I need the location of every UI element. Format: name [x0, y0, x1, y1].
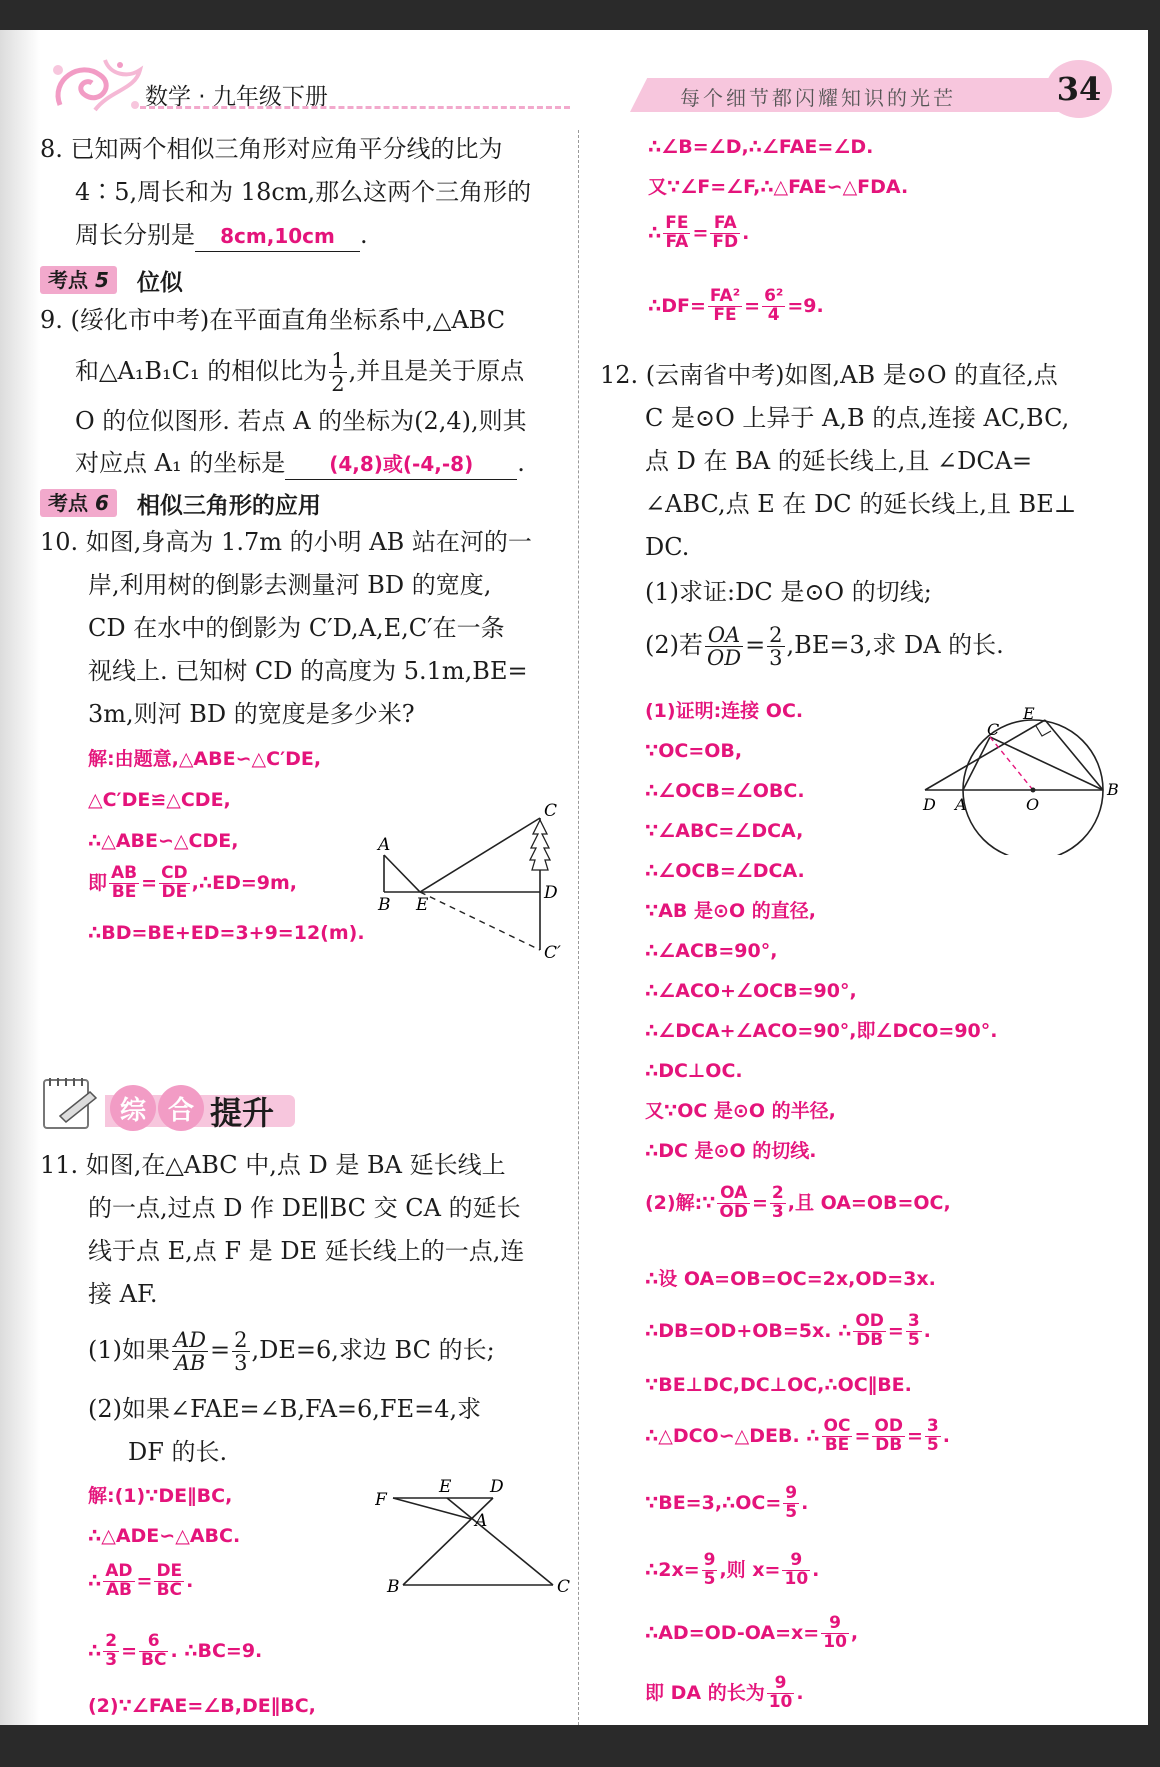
q12-part1: (1)求证:DC 是⊙O 的切线;: [645, 578, 932, 606]
kd6-heading: [40, 488, 321, 518]
q12-s9: ∴AD=OD-OA=x= $\frac{9}{10}$ ,: [645, 1613, 859, 1652]
q8-line2: 4∶5,周长和为 18cm,那么这两个三角形的: [75, 178, 532, 206]
q12-sol-11: 又∵OC 是⊙O 的半径,: [645, 1100, 836, 1122]
q11-cont-l3: ∴ $\frac{FE}{FA}$ = $\frac{FA}{FD}$ .: [648, 213, 750, 252]
q12-line3: 点 D 在 BA 的延长线上,且 ∠DCA=: [645, 447, 1033, 475]
q11-figure: [375, 1450, 570, 1600]
q11-cont-l2: 又∵∠F=∠F,∴△FAE∽△FDA.: [648, 176, 909, 198]
q12-figure: [915, 695, 1130, 855]
q10-sol4: 即 $\frac{AB}{BE}$ = $\frac{CD}{DE}$ ,∴ED=9m,: [88, 863, 298, 902]
q12-line5: DC.: [645, 533, 690, 561]
q12-s4: ∴DB=OD+OB=5x. ∴ $\frac{OD}{DB}$ = $\frac{3}{5}$ .: [645, 1311, 931, 1350]
q11-part1: (1)如果 $\frac{AD}{AB}$ = $\frac{2}{3}$ ,DE=6,求边 BC 的长;: [88, 1327, 495, 1375]
section-char-1: 综: [110, 1085, 156, 1131]
q12-s2: (2)解:∵ $\frac{OA}{OD}$ = $\frac{2}{3}$ ,且 OA=OB=OC,: [645, 1183, 951, 1222]
q10-sol5: ∴BD=BE+ED=3+9=12(m).: [88, 922, 365, 944]
kd5-badge: 考点 5: [40, 266, 117, 294]
q10-sol3: ∴△ABE∽△CDE,: [88, 830, 239, 852]
textbook-page: [0, 30, 1148, 1725]
q12-sol-3: ∴∠OCB=∠OBC.: [645, 780, 805, 802]
q11-fig-A: A: [475, 1511, 488, 1531]
q12-sol-5: ∴∠OCB=∠DCA.: [645, 860, 805, 882]
q12-sol-2: ∵OC=OB,: [645, 740, 743, 762]
q11-part2-line1: (2)如果∠FAE=∠B,FA=6,FE=4,求: [88, 1395, 482, 1423]
q12-s7: ∵BE=3,∴OC= $\frac{9}{5}$ .: [645, 1483, 809, 1522]
q10-fig-E: E: [416, 895, 429, 915]
q10-line3: CD 在水中的倒影为 C′D,A,E,C′在一条: [88, 614, 505, 642]
q12-sol-4: ∵∠ABC=∠DCA,: [645, 820, 804, 842]
q10-sol1: 解:由题意,△ABE∽△C′DE,: [88, 748, 322, 770]
q12-sol-1: (1)证明:连接 OC.: [645, 700, 804, 722]
q12-line4: ∠ABC,点 E 在 DC 的延长线上,且 BE⊥: [645, 490, 1077, 518]
q11-sol3: ∴ $\frac{AD}{AB}$ = $\frac{DE}{BC}$ .: [88, 1561, 194, 1600]
q12-sol-7: ∴∠ACB=90°,: [645, 940, 778, 962]
q10-fig-D: D: [544, 883, 558, 903]
q11-fig-C: C: [557, 1577, 570, 1597]
q12-sol-6: ∵AB 是⊙O 的直径,: [645, 900, 816, 922]
q10-sol2: △C′DE≌△CDE,: [88, 789, 231, 811]
q11-sol1: 解:(1)∵DE∥BC,: [88, 1485, 233, 1507]
floral-ornament-icon: [40, 50, 150, 120]
kd6-title: 相似三角形的应用: [136, 492, 321, 519]
q11-line1: 11. 如图,在△ABC 中,点 D 是 BA 延长线上: [40, 1151, 506, 1179]
q10-line5: 3m,则河 BD 的宽度是多少米?: [88, 700, 415, 728]
q8-line1: 8. 已知两个相似三角形对应角平分线的比为: [40, 135, 503, 163]
q12-s8: ∴2x= $\frac{9}{5}$ ,则 x= $\frac{9}{10}$ .: [645, 1550, 820, 1589]
q12-fig-B: B: [1107, 780, 1119, 799]
q10-line1: 10. 如图,身高为 1.7m 的小明 AB 站在河的一: [40, 528, 532, 556]
header-dashed-line: [140, 106, 570, 109]
q9-line1: 9. (绥化市中考)在平面直角坐标系中,△ABC: [40, 306, 506, 334]
q12-s6: ∴△DCO∽△DEB. ∴ $\frac{OC}{BE}$ = $\frac{OD}{DB}$ = $\frac{3}{5}$ .: [645, 1416, 950, 1455]
q9-answer: (4,8)或(-4,-8): [285, 449, 517, 480]
q8-line3: 周长分别是 8cm,10cm .: [75, 220, 368, 252]
q12-sol-10: ∴DC⊥OC.: [645, 1060, 743, 1082]
kd5-heading: [40, 265, 183, 295]
q10-figure: [370, 800, 570, 970]
notebook-pencil-icon: [40, 1072, 100, 1132]
q12-fig-O: O: [1026, 795, 1040, 814]
q10-fig-C: C: [544, 801, 558, 821]
kd5-title: 位似: [136, 269, 183, 296]
q12-line1: 12. (云南省中考)如图,AB 是⊙O 的直径,点: [600, 361, 1058, 389]
q11-cont-l4: ∴DF= $\frac{\text{FA²}}{FE}$ = $\frac{\text{6²}}{4}$ =9.: [648, 286, 824, 325]
q9-line4: 对应点 A₁ 的坐标是 (4,8)或(-4,-8) .: [75, 448, 525, 480]
q12-sol-8: ∴∠ACO+∠OCB=90°,: [645, 980, 857, 1002]
q10-fig-C2: C′: [544, 943, 561, 963]
book-title: 数学 · 九年级下册: [145, 84, 328, 110]
q12-sol-12: ∴DC 是⊙O 的切线.: [645, 1140, 817, 1162]
q11-line2: 的一点,过点 D 作 DE∥BC 交 CA 的延长: [88, 1194, 521, 1222]
q11-sol5: (2)∵∠FAE=∠B,DE∥BC,: [88, 1695, 316, 1717]
column-divider: [578, 130, 579, 1725]
q11-fig-F: F: [375, 1490, 387, 1510]
q12-s10: 即 DA 的长为 $\frac{9}{10}$ .: [645, 1673, 804, 1712]
q10-line2: 岸,利用树的倒影去测量河 BD 的宽度,: [88, 571, 492, 599]
q11-fig-B: B: [387, 1577, 400, 1597]
q10-fig-A: A: [378, 835, 391, 855]
q12-fig-A: A: [955, 795, 967, 814]
section-char-2: 合: [158, 1085, 204, 1131]
q9-line2: 和△A₁B₁C₁ 的相似比为 $\frac{1}{2}$ ,并且是关于原点: [75, 349, 525, 397]
q10-fig-B: B: [378, 895, 391, 915]
q12-s5: ∵BE⊥DC,DC⊥OC,∴OC∥BE.: [645, 1374, 912, 1396]
q11-cont-l1: ∴∠B=∠D,∴∠FAE=∠D.: [648, 136, 874, 158]
kd6-badge: 考点 6: [40, 489, 117, 517]
header-motto: 每个细节都闪耀知识的光芒: [680, 86, 956, 110]
q11-sol2: ∴△ADE∽△ABC.: [88, 1525, 241, 1547]
q12-s3: ∴设 OA=OB=OC=2x,OD=3x.: [645, 1268, 936, 1290]
q11-fig-E: E: [439, 1477, 452, 1497]
q12-fig-D: D: [923, 795, 936, 814]
page-gutter-shadow: [0, 30, 40, 1725]
q12-line2: C 是⊙O 上异于 A,B 的点,连接 AC,BC,: [645, 404, 1070, 432]
q11-line4: 接 AF.: [88, 1280, 158, 1308]
q12-fig-C: C: [987, 720, 1000, 739]
page-number: 34: [1046, 60, 1112, 118]
q11-fig-D: D: [490, 1477, 504, 1497]
q12-part2: (2)若 $\frac{OA}{OD}$ = $\frac{2}{3}$ ,BE=3,求 DA 的长.: [645, 622, 1004, 670]
q8-answer: 8cm,10cm: [195, 221, 360, 252]
q12-sol-9: ∴∠DCA+∠ACO=90°,即∠DCO=90°.: [645, 1020, 998, 1042]
section-title: 提升: [210, 1094, 275, 1132]
q10-line4: 视线上. 已知树 CD 的高度为 5.1m,BE=: [88, 657, 528, 685]
q11-line3: 线于点 E,点 F 是 DE 延长线上的一点,连: [88, 1237, 525, 1265]
q9-line3: O 的位似图形. 若点 A 的坐标为(2,4),则其: [75, 407, 527, 435]
q11-part2-line2: DF 的长.: [128, 1438, 228, 1466]
q12-fig-E: E: [1023, 704, 1035, 723]
q11-sol4: ∴ $\frac{2}{3}$ = $\frac{6}{BC}$ . ∴BC=9.: [88, 1631, 263, 1670]
